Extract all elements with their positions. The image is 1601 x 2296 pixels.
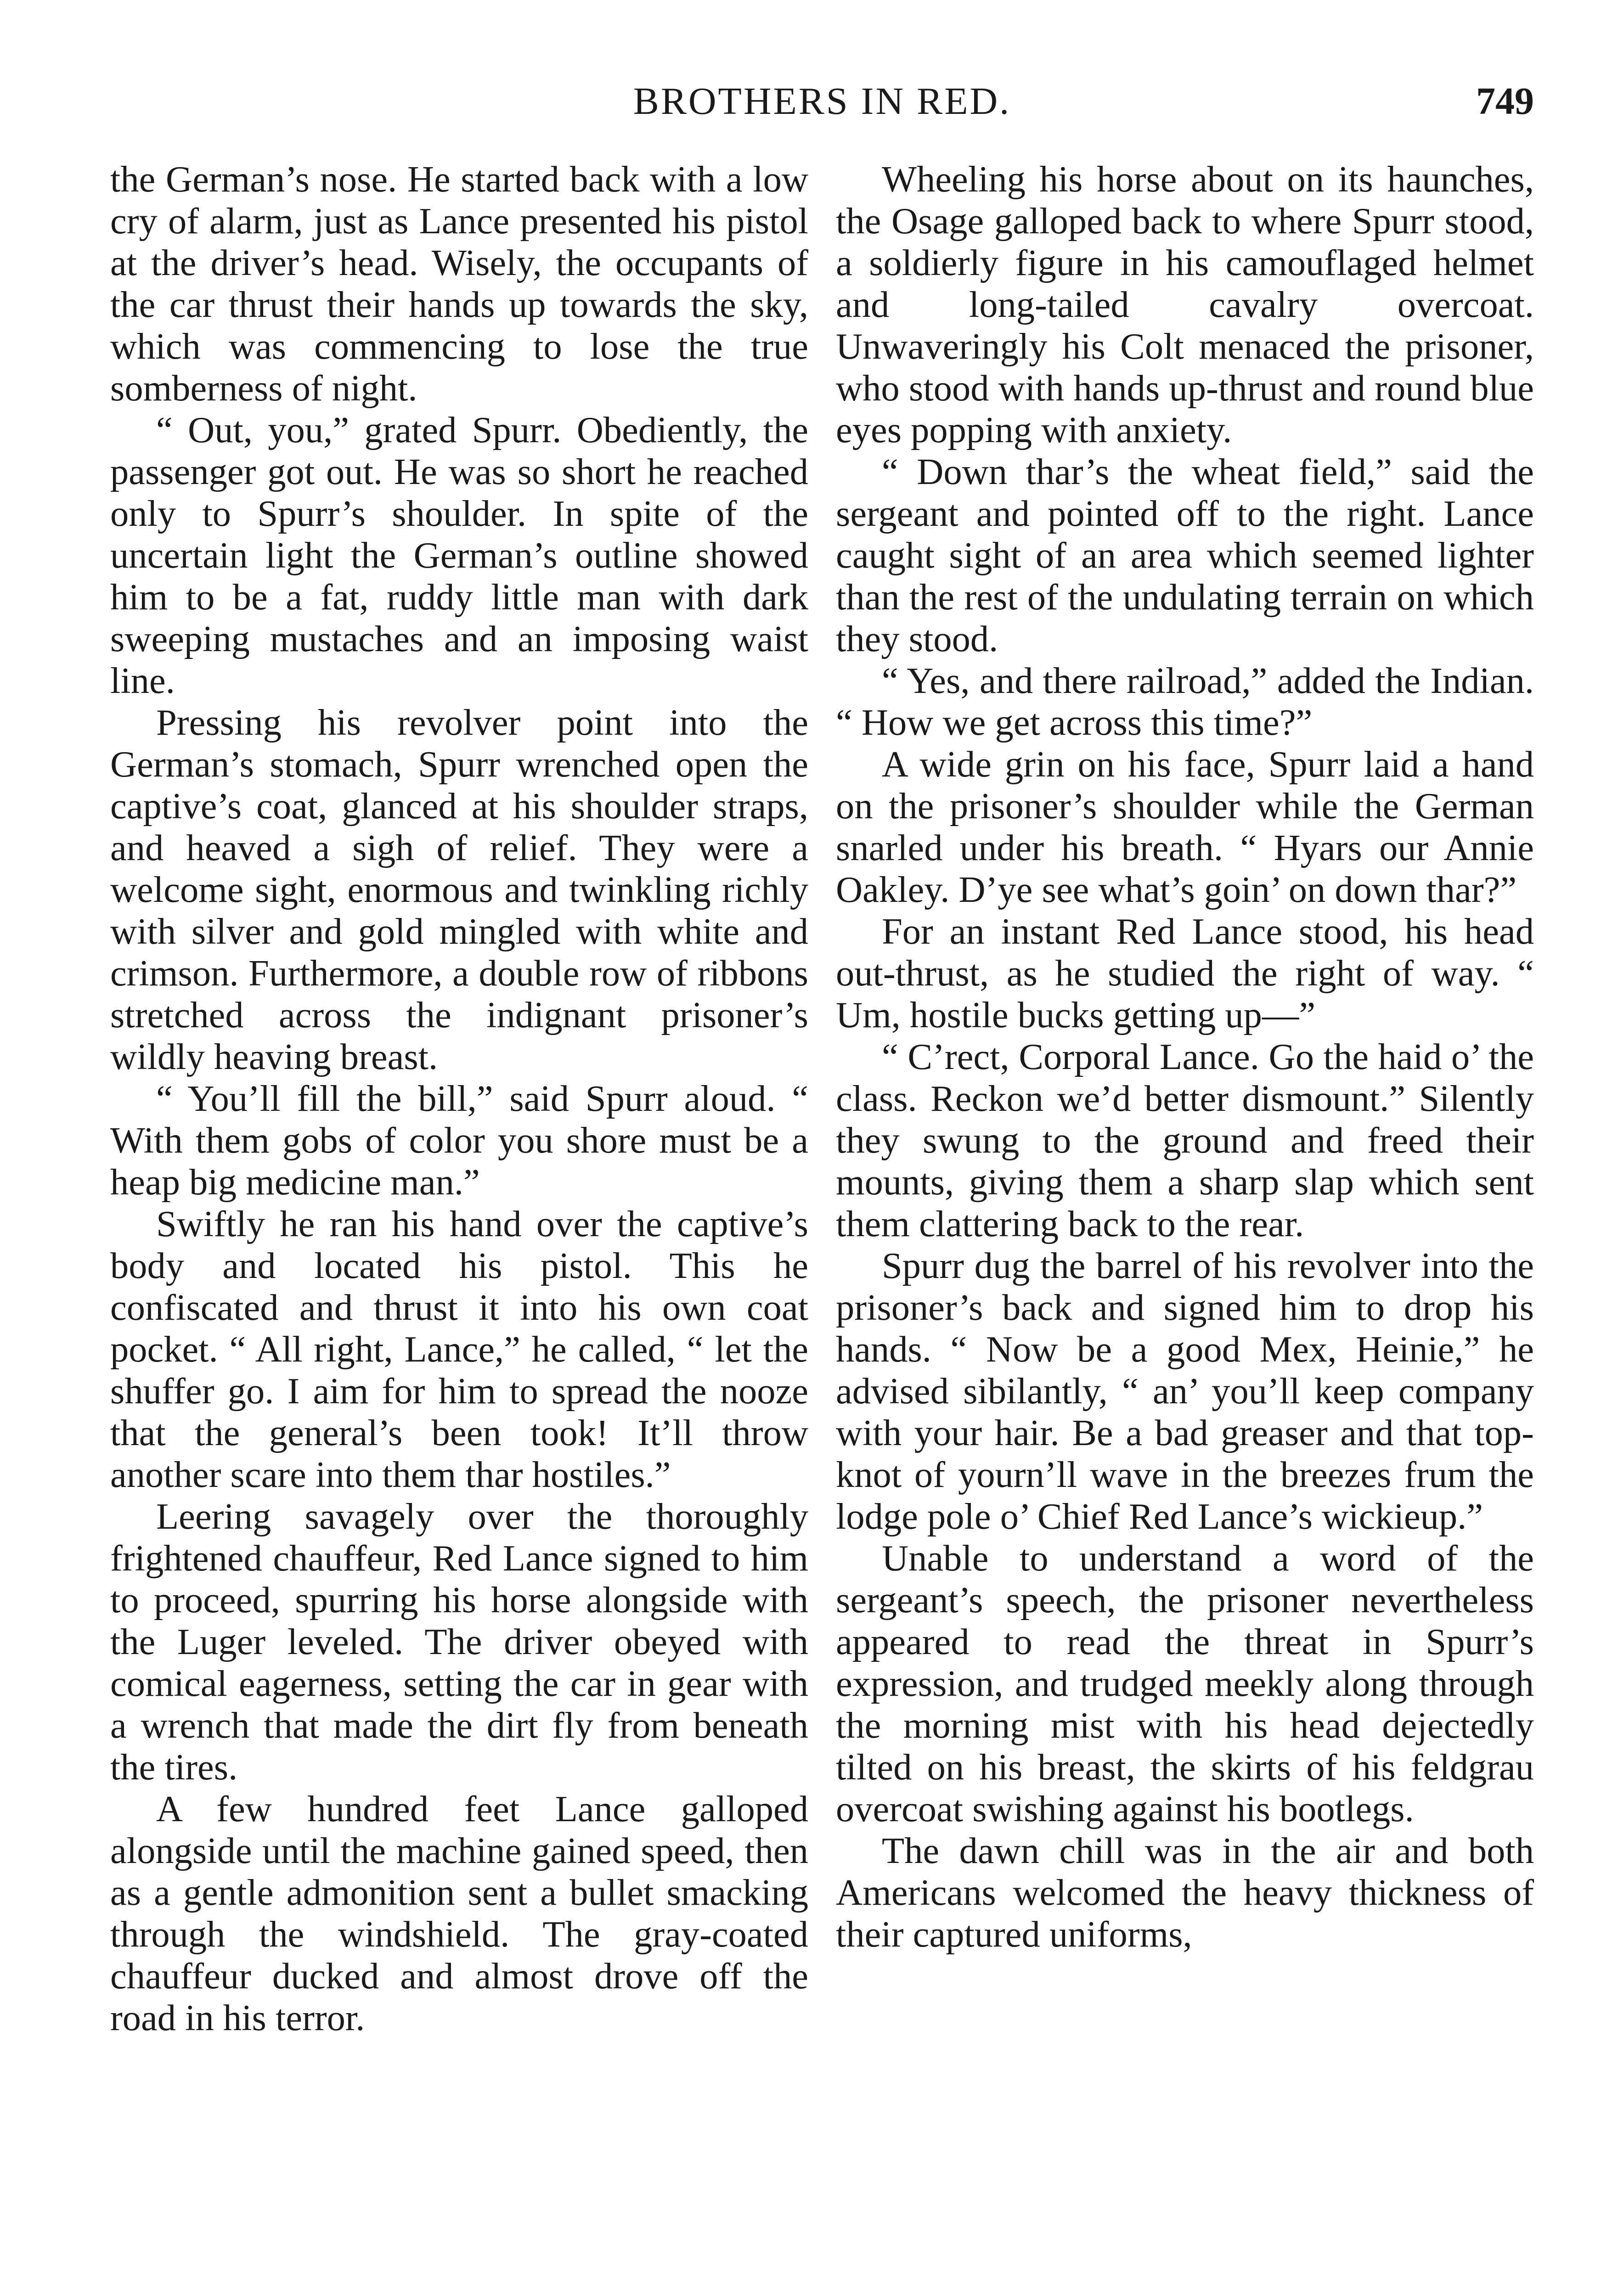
paragraph: Leering savagely over the thoroughly frightened chauffeur, Red Lance signed to him to proceed, spurring his horse alongside with the Luger leveled. The driver obeyed with comical eagerness, setting the car in gear with a wrench that made the dirt fly from beneath the tires. bbox=[110, 1496, 808, 1788]
paragraph: A wide grin on his face, Spurr laid a hand on the prisoner’s shoulder while the German snarled under his breath. “ Hyars our Annie Oakley. D’ye see what’s goin’ on down thar?” bbox=[836, 744, 1534, 910]
paragraph: For an instant Red Lance stood, his head out-thrust, as he studied the right of way. “ Um, hostile bucks getting up—” bbox=[836, 911, 1534, 1035]
left-column bbox=[110, 158, 808, 2039]
paragraph: “ Yes, and there railroad,” added the Indian. “ How we get across this time?” bbox=[836, 660, 1534, 743]
paragraph: “ C’rect, Corporal Lance. Go the haid o’ the class. Reckon we’d better dismount.” Silently they swung to the ground and freed their mounts, giving them a sharp slap which sent them clattering back to the rear. bbox=[836, 1036, 1534, 1244]
paragraph: Wheeling his horse about on its haunches, the Osage galloped back to where Spurr stood, a soldierly figure in his camouflaged helmet and long-tailed cavalry overcoat. Unwaveringly his Colt menaced the prisoner, who stood with hands up-thrust and round blue eyes popping with anxiety. bbox=[836, 159, 1534, 450]
right-column bbox=[836, 158, 1534, 1955]
paragraph: “ Out, you,” grated Spurr. Obediently, the passenger got out. He was so short he reached only to Spurr’s shoulder. In spite of the uncertain light the German’s outline showed him to be a fat, ruddy little man with dark sweeping mustaches and an imposing waist line. bbox=[110, 410, 808, 701]
paragraph: Swiftly he ran his hand over the captive’s body and located his pistol. This he confiscated and thrust it into his own coat pocket. “ All right, Lance,” he called, “ let the shuffer go. I aim for him to spread the nooze that the general’s been took! It’ll throw another scare into them thar hostiles.” bbox=[110, 1204, 808, 1495]
paragraph: “ Down thar’s the wheat field,” said the sergeant and pointed off to the right. Lance caught sight of an area which seemed lighter than the rest of the undulating terrain on which they stood. bbox=[836, 451, 1534, 659]
paragraph: Pressing his revolver point into the German’s stomach, Spurr wrenched open the captive’s coat, glanced at his shoulder straps, and heaved a sigh of relief. They were a welcome sight, enormous and twinkling richly with silver and gold mingled with white and crimson. Furthermore, a double row of ribbons stretched across the indignant prisoner’s wildly heaving breast. bbox=[110, 702, 808, 1077]
running-title: BROTHERS IN RED. bbox=[633, 80, 1011, 123]
paragraph: The dawn chill was in the air and both Americans welcomed the heavy thickness of their captured uniforms, bbox=[836, 1830, 1534, 1955]
paragraph: Spurr dug the barrel of his revolver into the prisoner’s back and signed him to drop his hands. “ Now be a good Mex, Heinie,” he advised sibilantly, “ an’ you’ll keep company with your hair. Be a bad greaser and that top-knot of yourn’ll wave in the breezes frum the lodge pole o’ Chief Red Lance’s wickieup.” bbox=[836, 1245, 1534, 1537]
paragraph: “ You’ll fill the bill,” said Spurr aloud. “ With them gobs of color you shore must be a heap big medicine man.” bbox=[110, 1078, 808, 1203]
paragraph: Unable to understand a word of the sergeant’s speech, the prisoner nevertheless appeared to read the threat in Spurr’s expression, and trudged meekly along through the morning mist with his head dejectedly tilted on his breast, the skirts of his feldgrau overcoat swishing against his bootlegs. bbox=[836, 1538, 1534, 1829]
page-header bbox=[110, 79, 1534, 134]
paragraph: the German’s nose. He started back with a low cry of alarm, just as Lance presented his pistol at the driver’s head. Wisely, the occupants of the car thrust their hands up towards the sky, which was commencing to lose the true somberness of night. bbox=[110, 159, 808, 409]
page-number: 749 bbox=[1476, 80, 1534, 123]
paragraph: A few hundred feet Lance galloped alongside until the machine gained speed, then as a gentle admonition sent a bullet smacking through the windshield. The gray-coated chauffeur ducked and almost drove off the road in his terror. bbox=[110, 1789, 808, 2038]
